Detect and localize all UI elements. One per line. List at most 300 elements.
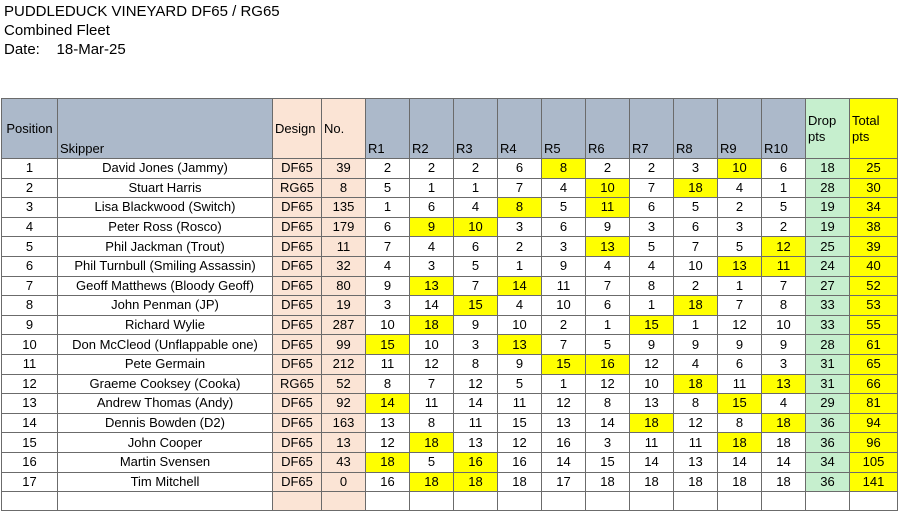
race-score-cell: 12	[366, 433, 410, 453]
race-score-cell: 15	[454, 296, 498, 316]
position-cell: 7	[2, 276, 58, 296]
skipper-cell: Dennis Bowden (D2)	[58, 413, 273, 433]
race-score-cell: 10	[674, 256, 718, 276]
position-cell: 15	[2, 433, 58, 453]
empty-cell	[762, 492, 806, 511]
race-score-cell: 3	[454, 335, 498, 355]
empty-cell	[410, 492, 454, 511]
race-score-cell: 9	[366, 276, 410, 296]
column-header-design: Design	[273, 99, 322, 159]
total-pts-label: Total pts	[852, 112, 880, 144]
table-row	[2, 276, 898, 296]
column-header-skipper: Skipper	[58, 99, 273, 159]
column-header-r2: R2	[410, 99, 454, 159]
empty-cell	[674, 492, 718, 511]
empty-cell	[498, 492, 542, 511]
drop-pts-cell: 31	[806, 374, 850, 394]
race-score-cell: 13	[366, 413, 410, 433]
race-score-cell: 11	[366, 354, 410, 374]
race-score-cell: 6	[542, 217, 586, 237]
race-score-cell: 14	[498, 276, 542, 296]
design-cell: RG65	[273, 178, 322, 198]
skipper-cell: Martin Svensen	[58, 452, 273, 472]
design-cell: DF65	[273, 296, 322, 316]
race-score-cell: 2	[498, 237, 542, 257]
position-cell: 3	[2, 198, 58, 218]
total-pts-cell: 52	[850, 276, 898, 296]
empty-cell	[806, 492, 850, 511]
race-score-cell: 10	[542, 296, 586, 316]
race-score-cell: 1	[762, 178, 806, 198]
drop-pts-cell: 18	[806, 159, 850, 179]
drop-pts-cell: 36	[806, 472, 850, 492]
drop-pts-cell: 33	[806, 315, 850, 335]
skipper-cell: Tim Mitchell	[58, 472, 273, 492]
empty-cell	[2, 492, 58, 511]
race-score-cell: 4	[762, 394, 806, 414]
total-pts-cell: 39	[850, 237, 898, 257]
race-score-cell: 18	[718, 433, 762, 453]
total-pts-cell: 30	[850, 178, 898, 198]
race-score-cell: 1	[454, 178, 498, 198]
race-score-cell: 13	[586, 237, 630, 257]
race-score-cell: 10	[498, 315, 542, 335]
race-score-cell: 13	[542, 413, 586, 433]
race-score-cell: 7	[542, 335, 586, 355]
race-score-cell: 8	[674, 394, 718, 414]
race-score-cell: 7	[718, 296, 762, 316]
race-score-cell: 6	[586, 296, 630, 316]
total-pts-cell: 38	[850, 217, 898, 237]
table-row	[2, 178, 898, 198]
race-score-cell: 7	[366, 237, 410, 257]
design-cell: DF65	[273, 237, 322, 257]
header-row	[2, 99, 898, 159]
race-score-cell: 7	[674, 237, 718, 257]
sail-number-cell: 19	[322, 296, 366, 316]
race-score-cell: 14	[718, 452, 762, 472]
race-score-cell: 13	[762, 374, 806, 394]
skipper-cell: Richard Wylie	[58, 315, 273, 335]
total-pts-cell: 105	[850, 452, 898, 472]
race-score-cell: 6	[762, 159, 806, 179]
date-label: Date: 18-Mar-25	[4, 41, 126, 58]
race-score-cell: 10	[366, 315, 410, 335]
position-cell: 17	[2, 472, 58, 492]
column-header-no: No.	[322, 99, 366, 159]
position-cell: 16	[2, 452, 58, 472]
race-score-cell: 3	[674, 159, 718, 179]
column-header-drop-pts	[806, 99, 850, 159]
race-score-cell: 15	[542, 354, 586, 374]
skipper-cell: Phil Turnbull (Smiling Assassin)	[58, 256, 273, 276]
race-score-cell: 1	[498, 256, 542, 276]
position-cell: 13	[2, 394, 58, 414]
race-score-cell: 9	[762, 335, 806, 355]
race-score-cell: 7	[762, 276, 806, 296]
race-score-cell: 8	[718, 413, 762, 433]
empty-cell	[718, 492, 762, 511]
race-score-cell: 10	[586, 178, 630, 198]
race-score-cell: 5	[762, 198, 806, 218]
drop-pts-cell: 19	[806, 217, 850, 237]
empty-cell	[58, 492, 273, 511]
column-header-r8: R8	[674, 99, 718, 159]
race-score-cell: 18	[762, 413, 806, 433]
race-score-cell: 11	[586, 198, 630, 218]
skipper-cell: Don McCleod (Unflappable one)	[58, 335, 273, 355]
race-score-cell: 8	[586, 394, 630, 414]
empty-cell	[630, 492, 674, 511]
race-score-cell: 13	[410, 276, 454, 296]
race-score-cell: 6	[498, 159, 542, 179]
total-pts-cell: 53	[850, 296, 898, 316]
race-score-cell: 9	[674, 335, 718, 355]
position-cell: 5	[2, 237, 58, 257]
race-score-cell: 13	[498, 335, 542, 355]
race-score-cell: 17	[542, 472, 586, 492]
race-score-cell: 18	[366, 452, 410, 472]
drop-pts-cell: 34	[806, 452, 850, 472]
total-pts-cell: 55	[850, 315, 898, 335]
race-score-cell: 3	[410, 256, 454, 276]
design-cell: DF65	[273, 276, 322, 296]
position-cell: 4	[2, 217, 58, 237]
race-score-cell: 5	[454, 256, 498, 276]
race-score-cell: 18	[674, 178, 718, 198]
race-score-cell: 3	[586, 433, 630, 453]
column-header-r6: R6	[586, 99, 630, 159]
sail-number-cell: 11	[322, 237, 366, 257]
table-row	[2, 296, 898, 316]
table-row	[2, 315, 898, 335]
race-score-cell: 2	[366, 159, 410, 179]
race-score-cell: 3	[366, 296, 410, 316]
race-score-cell: 6	[410, 198, 454, 218]
sail-number-cell: 80	[322, 276, 366, 296]
position-cell: 9	[2, 315, 58, 335]
race-score-cell: 12	[498, 433, 542, 453]
race-score-cell: 2	[542, 315, 586, 335]
race-score-cell: 18	[718, 472, 762, 492]
design-cell: DF65	[273, 198, 322, 218]
empty-cell	[542, 492, 586, 511]
table-row	[2, 217, 898, 237]
column-header-r4: R4	[498, 99, 542, 159]
race-score-cell: 4	[542, 178, 586, 198]
fleet-label: Combined Fleet	[4, 22, 110, 39]
race-score-cell: 18	[762, 472, 806, 492]
race-score-cell: 9	[410, 217, 454, 237]
design-cell: DF65	[273, 159, 322, 179]
race-score-cell: 13	[718, 256, 762, 276]
race-score-cell: 7	[410, 374, 454, 394]
empty-cell	[273, 492, 322, 511]
race-score-cell: 11	[410, 394, 454, 414]
skipper-cell: Phil Jackman (Trout)	[58, 237, 273, 257]
race-score-cell: 4	[410, 237, 454, 257]
empty-cell	[322, 492, 366, 511]
empty-cell	[850, 492, 898, 511]
drop-pts-label: Drop pts	[808, 112, 837, 144]
drop-pts-cell: 36	[806, 413, 850, 433]
sail-number-cell: 212	[322, 354, 366, 374]
race-score-cell: 12	[410, 354, 454, 374]
race-score-cell: 14	[366, 394, 410, 414]
total-pts-cell: 81	[850, 394, 898, 414]
drop-pts-cell: 24	[806, 256, 850, 276]
race-score-cell: 3	[630, 217, 674, 237]
race-score-cell: 6	[366, 217, 410, 237]
drop-pts-cell: 27	[806, 276, 850, 296]
race-score-cell: 14	[454, 394, 498, 414]
race-score-cell: 18	[674, 374, 718, 394]
table-row	[2, 433, 898, 453]
position-cell: 11	[2, 354, 58, 374]
race-score-cell: 5	[630, 237, 674, 257]
race-score-cell: 12	[762, 237, 806, 257]
empty-cell	[366, 492, 410, 511]
race-score-cell: 13	[630, 394, 674, 414]
race-score-cell: 7	[586, 276, 630, 296]
skipper-cell: John Cooper	[58, 433, 273, 453]
sail-number-cell: 13	[322, 433, 366, 453]
race-score-cell: 8	[498, 198, 542, 218]
race-score-cell: 16	[586, 354, 630, 374]
position-cell: 2	[2, 178, 58, 198]
race-score-cell: 5	[498, 374, 542, 394]
column-header-total-pts	[850, 99, 898, 159]
table-row	[2, 159, 898, 179]
position-cell: 12	[2, 374, 58, 394]
total-pts-cell: 94	[850, 413, 898, 433]
race-score-cell: 1	[586, 315, 630, 335]
sail-number-cell: 39	[322, 159, 366, 179]
total-pts-cell: 40	[850, 256, 898, 276]
race-score-cell: 14	[542, 452, 586, 472]
design-cell: DF65	[273, 472, 322, 492]
race-score-cell: 14	[410, 296, 454, 316]
race-score-cell: 9	[498, 354, 542, 374]
skipper-cell: Andrew Thomas (Andy)	[58, 394, 273, 414]
total-pts-cell: 65	[850, 354, 898, 374]
column-header-r9: R9	[718, 99, 762, 159]
race-score-cell: 11	[674, 433, 718, 453]
race-score-cell: 18	[454, 472, 498, 492]
table-row	[2, 374, 898, 394]
race-score-cell: 2	[630, 159, 674, 179]
race-score-cell: 15	[498, 413, 542, 433]
race-score-cell: 18	[630, 472, 674, 492]
race-score-cell: 11	[498, 394, 542, 414]
race-score-cell: 2	[674, 276, 718, 296]
race-score-cell: 9	[454, 315, 498, 335]
table-row	[2, 452, 898, 472]
design-cell: DF65	[273, 413, 322, 433]
table-row	[2, 354, 898, 374]
race-score-cell: 7	[498, 178, 542, 198]
results-body	[2, 159, 898, 511]
empty-cell	[586, 492, 630, 511]
race-score-cell: 18	[586, 472, 630, 492]
design-cell: DF65	[273, 217, 322, 237]
total-pts-cell: 61	[850, 335, 898, 355]
race-score-cell: 13	[454, 433, 498, 453]
table-row	[2, 335, 898, 355]
race-score-cell: 18	[498, 472, 542, 492]
race-score-cell: 11	[762, 256, 806, 276]
race-score-cell: 14	[586, 413, 630, 433]
design-cell: DF65	[273, 394, 322, 414]
race-score-cell: 15	[586, 452, 630, 472]
total-pts-cell: 25	[850, 159, 898, 179]
empty-row	[2, 492, 898, 511]
race-score-cell: 13	[674, 452, 718, 472]
column-header-position: Position	[2, 99, 58, 159]
sail-number-cell: 52	[322, 374, 366, 394]
race-score-cell: 18	[410, 315, 454, 335]
total-pts-cell: 96	[850, 433, 898, 453]
drop-pts-cell: 31	[806, 354, 850, 374]
race-score-cell: 2	[762, 217, 806, 237]
race-score-cell: 9	[586, 217, 630, 237]
race-score-cell: 4	[630, 256, 674, 276]
race-score-cell: 18	[674, 296, 718, 316]
sail-number-cell: 8	[322, 178, 366, 198]
table-row	[2, 198, 898, 218]
race-score-cell: 15	[718, 394, 762, 414]
race-score-cell: 5	[586, 335, 630, 355]
race-score-cell: 10	[410, 335, 454, 355]
race-score-cell: 18	[630, 413, 674, 433]
race-score-cell: 11	[454, 413, 498, 433]
position-cell: 6	[2, 256, 58, 276]
drop-pts-cell: 28	[806, 178, 850, 198]
race-score-cell: 18	[410, 433, 454, 453]
race-score-cell: 16	[498, 452, 542, 472]
design-cell: DF65	[273, 315, 322, 335]
race-score-cell: 5	[674, 198, 718, 218]
race-score-cell: 2	[410, 159, 454, 179]
table-row	[2, 472, 898, 492]
table-row	[2, 413, 898, 433]
race-score-cell: 9	[630, 335, 674, 355]
sail-number-cell: 32	[322, 256, 366, 276]
empty-cell	[454, 492, 498, 511]
sail-number-cell: 92	[322, 394, 366, 414]
race-score-cell: 4	[718, 178, 762, 198]
race-score-cell: 4	[498, 296, 542, 316]
sail-number-cell: 287	[322, 315, 366, 335]
position-cell: 8	[2, 296, 58, 316]
race-score-cell: 9	[542, 256, 586, 276]
design-cell: DF65	[273, 354, 322, 374]
race-score-cell: 3	[542, 237, 586, 257]
race-score-cell: 1	[542, 374, 586, 394]
design-cell: DF65	[273, 256, 322, 276]
race-score-cell: 3	[498, 217, 542, 237]
design-cell: RG65	[273, 374, 322, 394]
column-header-r5: R5	[542, 99, 586, 159]
skipper-cell: Graeme Cooksey (Cooka)	[58, 374, 273, 394]
table-row	[2, 256, 898, 276]
sail-number-cell: 179	[322, 217, 366, 237]
position-cell: 10	[2, 335, 58, 355]
race-score-cell: 7	[454, 276, 498, 296]
race-score-cell: 11	[718, 374, 762, 394]
drop-pts-cell: 28	[806, 335, 850, 355]
race-score-cell: 15	[366, 335, 410, 355]
column-header-r1: R1	[366, 99, 410, 159]
race-score-cell: 4	[674, 354, 718, 374]
skipper-cell: Pete Germain	[58, 354, 273, 374]
race-score-cell: 10	[630, 374, 674, 394]
race-score-cell: 16	[454, 452, 498, 472]
race-score-cell: 7	[630, 178, 674, 198]
race-score-cell: 1	[674, 315, 718, 335]
sail-number-cell: 163	[322, 413, 366, 433]
race-score-cell: 16	[542, 433, 586, 453]
total-pts-cell: 141	[850, 472, 898, 492]
race-score-cell: 8	[630, 276, 674, 296]
race-score-cell: 12	[454, 374, 498, 394]
skipper-cell: Lisa Blackwood (Switch)	[58, 198, 273, 218]
race-score-cell: 10	[762, 315, 806, 335]
race-score-cell: 1	[718, 276, 762, 296]
sail-number-cell: 135	[322, 198, 366, 218]
race-score-cell: 6	[674, 217, 718, 237]
race-score-cell: 14	[762, 452, 806, 472]
regatta-title: PUDDLEDUCK VINEYARD DF65 / RG65	[4, 3, 280, 20]
table-row	[2, 394, 898, 414]
race-score-cell: 4	[366, 256, 410, 276]
race-score-cell: 15	[630, 315, 674, 335]
race-score-cell: 18	[674, 472, 718, 492]
race-score-cell: 12	[674, 413, 718, 433]
race-score-cell: 1	[630, 296, 674, 316]
race-score-cell: 3	[762, 354, 806, 374]
race-score-cell: 6	[630, 198, 674, 218]
design-cell: DF65	[273, 433, 322, 453]
race-score-cell: 3	[718, 217, 762, 237]
skipper-cell: John Penman (JP)	[58, 296, 273, 316]
race-score-cell: 11	[630, 433, 674, 453]
results-table	[1, 98, 898, 511]
race-score-cell: 5	[410, 452, 454, 472]
race-score-cell: 11	[542, 276, 586, 296]
race-score-cell: 6	[718, 354, 762, 374]
skipper-cell: Stuart Harris	[58, 178, 273, 198]
race-score-cell: 5	[366, 178, 410, 198]
race-score-cell: 4	[586, 256, 630, 276]
skipper-cell: Geoff Matthews (Bloody Geoff)	[58, 276, 273, 296]
race-score-cell: 5	[718, 237, 762, 257]
skipper-cell: Peter Ross (Rosco)	[58, 217, 273, 237]
race-score-cell: 14	[630, 452, 674, 472]
race-score-cell: 2	[586, 159, 630, 179]
race-score-cell: 12	[586, 374, 630, 394]
sail-number-cell: 0	[322, 472, 366, 492]
column-header-r3: R3	[454, 99, 498, 159]
sail-number-cell: 43	[322, 452, 366, 472]
design-cell: DF65	[273, 452, 322, 472]
position-cell: 14	[2, 413, 58, 433]
race-score-cell: 12	[542, 394, 586, 414]
skipper-cell: David Jones (Jammy)	[58, 159, 273, 179]
drop-pts-cell: 29	[806, 394, 850, 414]
column-header-r10: R10	[762, 99, 806, 159]
race-score-cell: 10	[718, 159, 762, 179]
